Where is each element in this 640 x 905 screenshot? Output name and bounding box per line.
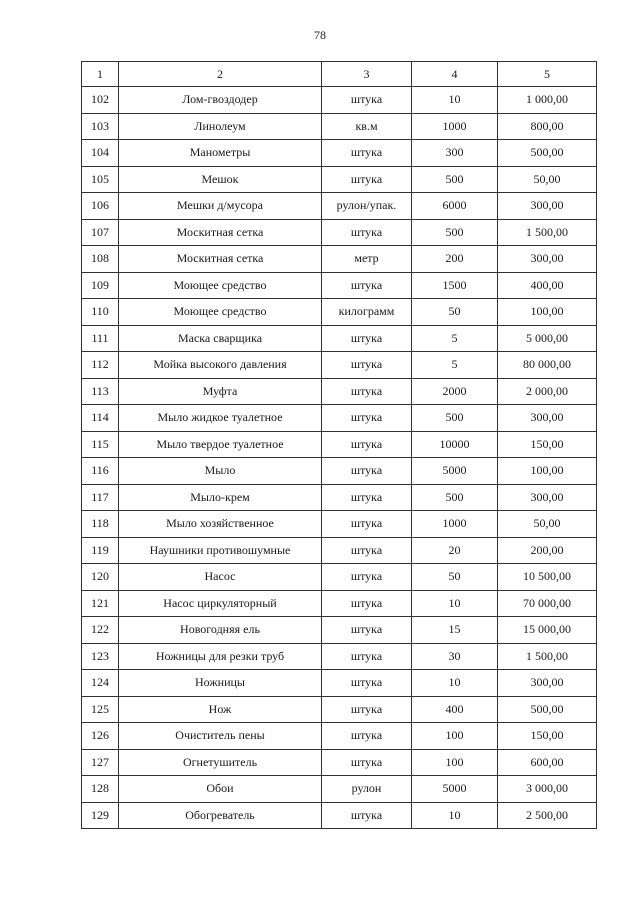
item-name-cell: Мойка высокого давления <box>119 352 322 379</box>
item-name-cell: Линолеум <box>119 113 322 140</box>
table-row <box>82 723 597 750</box>
item-name-cell: Очиститель пены <box>119 723 322 750</box>
item-name-cell: Мыло твердое туалетное <box>119 431 322 458</box>
item-name-cell: Насос циркуляторный <box>119 590 322 617</box>
table-row <box>82 749 597 776</box>
row-number-cell: 115 <box>82 431 119 458</box>
table-row <box>82 378 597 405</box>
quantity-cell: 5 <box>412 352 498 379</box>
item-name-cell: Мешки д/мусора <box>119 193 322 220</box>
unit-cell: штука <box>322 140 412 167</box>
price-cell: 150,00 <box>498 431 597 458</box>
price-cell: 150,00 <box>498 723 597 750</box>
quantity-cell: 10000 <box>412 431 498 458</box>
quantity-cell: 30 <box>412 643 498 670</box>
unit-cell: штука <box>322 458 412 485</box>
column-header: 3 <box>322 62 412 87</box>
unit-cell: кв.м <box>322 113 412 140</box>
row-number-cell: 124 <box>82 670 119 697</box>
table-row <box>82 219 597 246</box>
table-row <box>82 166 597 193</box>
row-number-cell: 116 <box>82 458 119 485</box>
item-name-cell: Новогодняя ель <box>119 617 322 644</box>
items-table <box>81 61 597 829</box>
price-cell: 500,00 <box>498 140 597 167</box>
row-number-cell: 123 <box>82 643 119 670</box>
table-row <box>82 113 597 140</box>
row-number-cell: 118 <box>82 511 119 538</box>
unit-cell: штука <box>322 696 412 723</box>
quantity-cell: 500 <box>412 166 498 193</box>
unit-cell: штука <box>322 87 412 114</box>
price-cell: 300,00 <box>498 246 597 273</box>
quantity-cell: 1500 <box>412 272 498 299</box>
item-name-cell: Обогреватель <box>119 802 322 829</box>
table-row <box>82 193 597 220</box>
price-cell: 100,00 <box>498 458 597 485</box>
item-name-cell: Москитная сетка <box>119 219 322 246</box>
unit-cell: штука <box>322 431 412 458</box>
table-row <box>82 564 597 591</box>
row-number-cell: 122 <box>82 617 119 644</box>
quantity-cell: 1000 <box>412 113 498 140</box>
quantity-cell: 10 <box>412 87 498 114</box>
price-cell: 2 500,00 <box>498 802 597 829</box>
quantity-cell: 10 <box>412 802 498 829</box>
row-number-cell: 125 <box>82 696 119 723</box>
row-number-cell: 108 <box>82 246 119 273</box>
quantity-cell: 6000 <box>412 193 498 220</box>
quantity-cell: 5000 <box>412 776 498 803</box>
price-cell: 70 000,00 <box>498 590 597 617</box>
table-row <box>82 484 597 511</box>
unit-cell: штука <box>322 590 412 617</box>
row-number-cell: 111 <box>82 325 119 352</box>
price-cell: 300,00 <box>498 484 597 511</box>
price-cell: 400,00 <box>498 272 597 299</box>
row-number-cell: 103 <box>82 113 119 140</box>
item-name-cell: Манометры <box>119 140 322 167</box>
quantity-cell: 400 <box>412 696 498 723</box>
row-number-cell: 114 <box>82 405 119 432</box>
column-header: 1 <box>82 62 119 87</box>
row-number-cell: 105 <box>82 166 119 193</box>
table-row <box>82 299 597 326</box>
item-name-cell: Нож <box>119 696 322 723</box>
quantity-cell: 50 <box>412 564 498 591</box>
price-cell: 10 500,00 <box>498 564 597 591</box>
unit-cell: штука <box>322 537 412 564</box>
unit-cell: штука <box>322 484 412 511</box>
table-row <box>82 325 597 352</box>
table-row <box>82 802 597 829</box>
row-number-cell: 107 <box>82 219 119 246</box>
item-name-cell: Насос <box>119 564 322 591</box>
row-number-cell: 104 <box>82 140 119 167</box>
unit-cell: штука <box>322 564 412 591</box>
quantity-cell: 300 <box>412 140 498 167</box>
unit-cell: килограмм <box>322 299 412 326</box>
item-name-cell: Ножницы для резки труб <box>119 643 322 670</box>
table-row <box>82 670 597 697</box>
unit-cell: штука <box>322 511 412 538</box>
item-name-cell: Мыло жидкое туалетное <box>119 405 322 432</box>
unit-cell: штука <box>322 352 412 379</box>
price-cell: 1 000,00 <box>498 87 597 114</box>
row-number-cell: 117 <box>82 484 119 511</box>
table-row <box>82 272 597 299</box>
unit-cell: штука <box>322 749 412 776</box>
quantity-cell: 10 <box>412 670 498 697</box>
page-number: 78 <box>314 28 326 42</box>
price-cell: 50,00 <box>498 511 597 538</box>
price-cell: 50,00 <box>498 166 597 193</box>
column-header: 4 <box>412 62 498 87</box>
quantity-cell: 1000 <box>412 511 498 538</box>
unit-cell: штука <box>322 378 412 405</box>
table-row <box>82 617 597 644</box>
row-number-cell: 102 <box>82 87 119 114</box>
table-body <box>82 87 597 829</box>
unit-cell: штука <box>322 617 412 644</box>
quantity-cell: 20 <box>412 537 498 564</box>
table-row <box>82 87 597 114</box>
quantity-cell: 5 <box>412 325 498 352</box>
table-row <box>82 405 597 432</box>
unit-cell: штука <box>322 670 412 697</box>
price-cell: 300,00 <box>498 405 597 432</box>
price-cell: 300,00 <box>498 193 597 220</box>
item-name-cell: Моющее средство <box>119 272 322 299</box>
row-number-cell: 120 <box>82 564 119 591</box>
row-number-cell: 106 <box>82 193 119 220</box>
unit-cell: штука <box>322 723 412 750</box>
quantity-cell: 500 <box>412 405 498 432</box>
quantity-cell: 5000 <box>412 458 498 485</box>
price-cell: 5 000,00 <box>498 325 597 352</box>
price-cell: 800,00 <box>498 113 597 140</box>
table-row <box>82 352 597 379</box>
row-number-cell: 127 <box>82 749 119 776</box>
column-header: 2 <box>119 62 322 87</box>
item-name-cell: Муфта <box>119 378 322 405</box>
row-number-cell: 126 <box>82 723 119 750</box>
unit-cell: штука <box>322 325 412 352</box>
unit-cell: метр <box>322 246 412 273</box>
unit-cell: штука <box>322 643 412 670</box>
price-cell: 100,00 <box>498 299 597 326</box>
table-row <box>82 458 597 485</box>
quantity-cell: 100 <box>412 723 498 750</box>
unit-cell: штука <box>322 802 412 829</box>
row-number-cell: 110 <box>82 299 119 326</box>
table-row <box>82 140 597 167</box>
item-name-cell: Мыло <box>119 458 322 485</box>
quantity-cell: 10 <box>412 590 498 617</box>
item-name-cell: Мешок <box>119 166 322 193</box>
quantity-cell: 500 <box>412 219 498 246</box>
column-header: 5 <box>498 62 597 87</box>
price-cell: 1 500,00 <box>498 643 597 670</box>
row-number-cell: 129 <box>82 802 119 829</box>
table-header-row <box>82 62 597 87</box>
row-number-cell: 112 <box>82 352 119 379</box>
price-cell: 2 000,00 <box>498 378 597 405</box>
quantity-cell: 15 <box>412 617 498 644</box>
price-cell: 80 000,00 <box>498 352 597 379</box>
unit-cell: штука <box>322 405 412 432</box>
quantity-cell: 100 <box>412 749 498 776</box>
row-number-cell: 119 <box>82 537 119 564</box>
unit-cell: штука <box>322 272 412 299</box>
item-name-cell: Огнетушитель <box>119 749 322 776</box>
table-row <box>82 590 597 617</box>
table-row <box>82 246 597 273</box>
price-cell: 15 000,00 <box>498 617 597 644</box>
table-row <box>82 696 597 723</box>
table-row <box>82 511 597 538</box>
item-name-cell: Обои <box>119 776 322 803</box>
quantity-cell: 50 <box>412 299 498 326</box>
item-name-cell: Москитная сетка <box>119 246 322 273</box>
unit-cell: штука <box>322 166 412 193</box>
item-name-cell: Мыло-крем <box>119 484 322 511</box>
table-row <box>82 431 597 458</box>
price-cell: 600,00 <box>498 749 597 776</box>
price-cell: 500,00 <box>498 696 597 723</box>
table-row <box>82 537 597 564</box>
unit-cell: штука <box>322 219 412 246</box>
price-cell: 200,00 <box>498 537 597 564</box>
quantity-cell: 2000 <box>412 378 498 405</box>
table-row <box>82 643 597 670</box>
item-name-cell: Наушники противошумные <box>119 537 322 564</box>
price-cell: 1 500,00 <box>498 219 597 246</box>
unit-cell: рулон <box>322 776 412 803</box>
item-name-cell: Мыло хозяйственное <box>119 511 322 538</box>
item-name-cell: Лом-гвоздодер <box>119 87 322 114</box>
table-row <box>82 776 597 803</box>
item-name-cell: Моющее средство <box>119 299 322 326</box>
quantity-cell: 500 <box>412 484 498 511</box>
price-cell: 300,00 <box>498 670 597 697</box>
row-number-cell: 113 <box>82 378 119 405</box>
item-name-cell: Ножницы <box>119 670 322 697</box>
row-number-cell: 128 <box>82 776 119 803</box>
quantity-cell: 200 <box>412 246 498 273</box>
item-name-cell: Маска сварщика <box>119 325 322 352</box>
unit-cell: рулон/упак. <box>322 193 412 220</box>
row-number-cell: 109 <box>82 272 119 299</box>
price-cell: 3 000,00 <box>498 776 597 803</box>
row-number-cell: 121 <box>82 590 119 617</box>
